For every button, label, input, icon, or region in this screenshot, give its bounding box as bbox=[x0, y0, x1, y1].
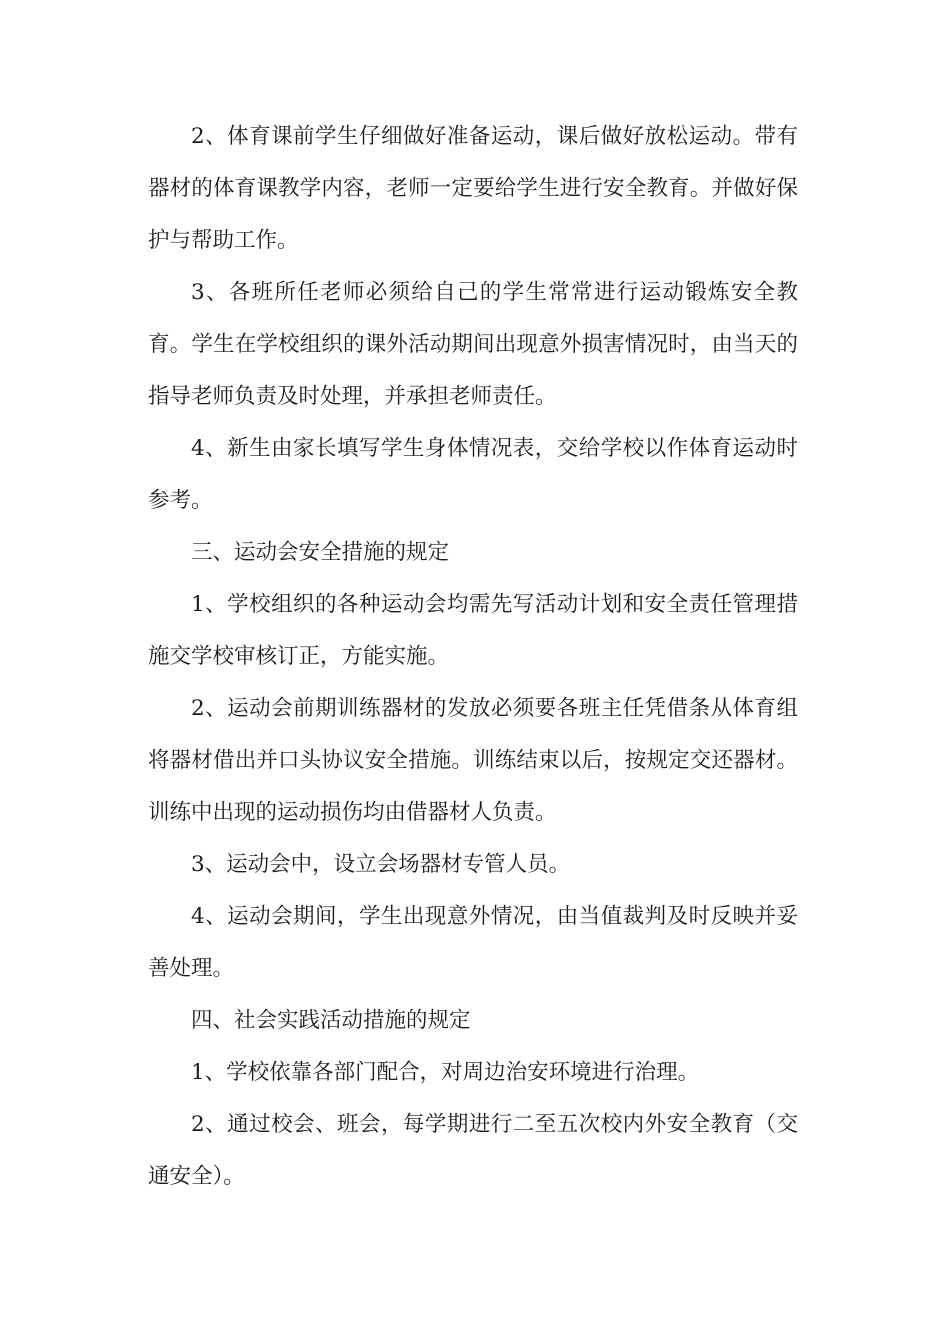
document-body bbox=[148, 111, 798, 1203]
paragraph-sports-meet-plan: 1、学校组织的各种运动会均需先写活动计划和安全责任管理措施交学校审核订正，方能实施。 bbox=[148, 592, 798, 669]
paragraph-traffic-education: 2、通过校会、班会，每学期进行二至五次校内外安全教育（交通安全）。 bbox=[148, 1112, 798, 1189]
paragraph-pe-class-safety: 2、体育课前学生仔细做好准备运动，课后做好放松运动。带有器材的体育课教学内容，老师一定要给学生进行安全教育。并做好保护与帮助工作。 bbox=[148, 124, 798, 253]
paragraph-teacher-education: 3、各班所任老师必须给自己的学生常常进行运动锻炼安全教育。学生在学校组织的课外活动期间出现意外损害情况时，由当天的指导老师负责及时处理，并承担老师责任。 bbox=[148, 280, 798, 409]
paragraph-security-environment: 1、学校依靠各部门配合，对周边治安环境进行治理。 bbox=[191, 1060, 700, 1085]
section-heading-social-practice: 四、社会实践活动措施的规定 bbox=[191, 1008, 471, 1033]
section-heading-sports-meet: 三、运动会安全措施的规定 bbox=[191, 540, 450, 565]
paragraph-equipment-lending: 2、运动会前期训练器材的发放必须要各班主任凭借条从体育组将器材借出并口头协议安全措施。训练结束以后，按规定交还器材。训练中出现的运动损伤均由借器材人负责。 bbox=[148, 696, 798, 825]
paragraph-accident-handling: 4、运动会期间，学生出现意外情况，由当值裁判及时反映并妥善处理。 bbox=[148, 904, 798, 981]
paragraph-health-form: 4、新生由家长填写学生身体情况表，交给学校以作体育运动时参考。 bbox=[148, 436, 798, 513]
paragraph-equipment-staff: 3、运动会中，设立会场器材专管人员。 bbox=[191, 852, 571, 877]
